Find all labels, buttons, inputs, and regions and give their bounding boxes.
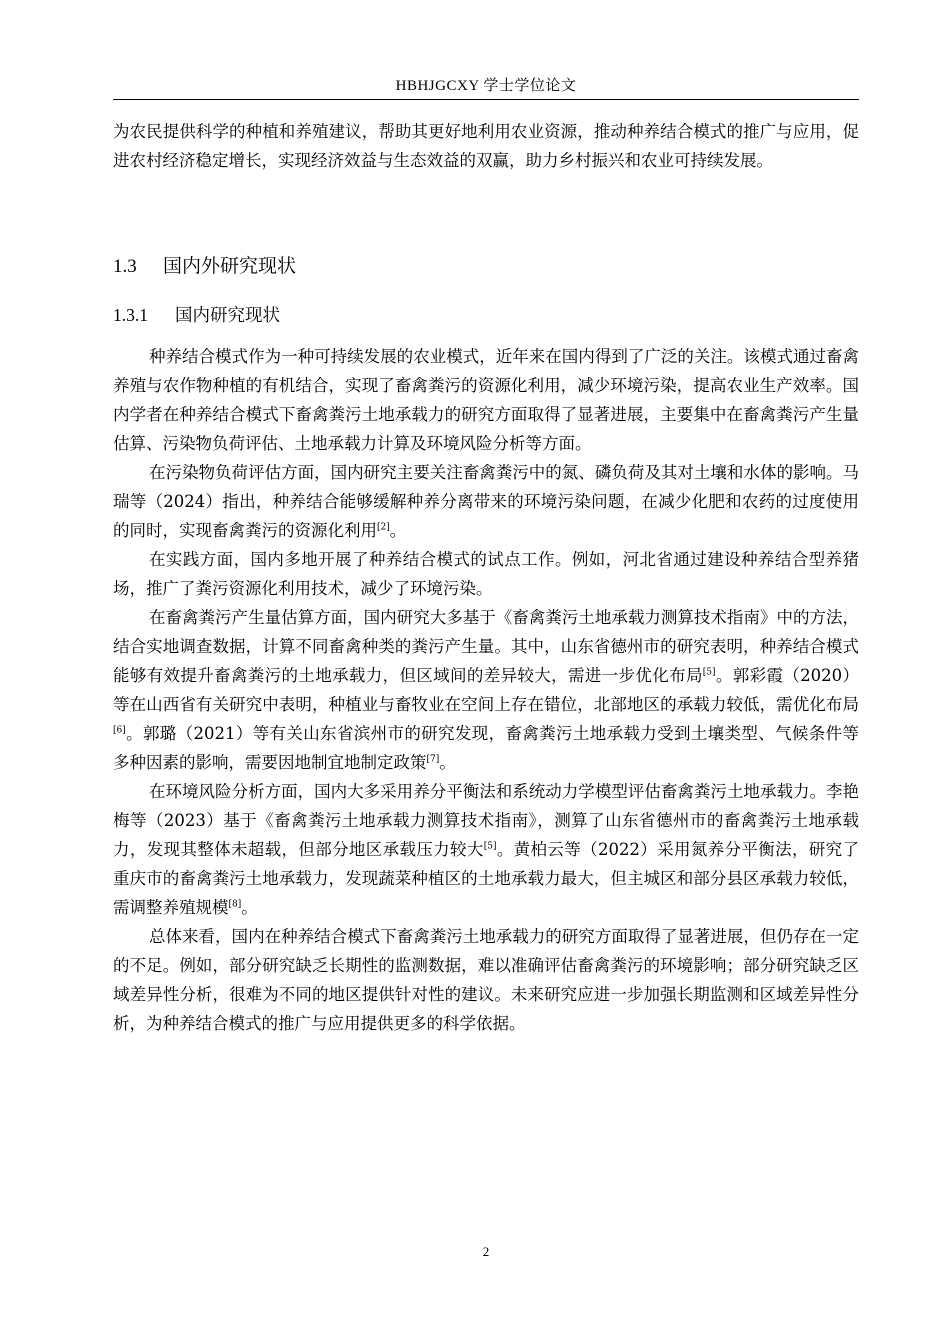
body-paragraph xyxy=(113,603,859,777)
header-divider xyxy=(113,99,859,100)
paragraph-text: 。黄柏云等（2022）采用氮养分平衡法，研究了重庆市的畜禽粪污土地承载力，发现蔬菜种植区的土地承载力最大，但主城区和部分县区承载力较低，需调整养殖规模 xyxy=(113,840,859,917)
citation: [8] xyxy=(228,899,242,910)
citation: [6] xyxy=(113,725,126,736)
running-header: HBHJGCXY 学士学位论文 xyxy=(395,78,577,94)
citation: [2] xyxy=(377,522,390,533)
body-paragraph xyxy=(113,458,859,545)
section-title: 国内外研究现状 xyxy=(163,255,297,277)
paragraph-text: 。郭彩霞（2020）等在山西省有关研究中表明，种植业与畜牧业在空间上存在错位，北部地区的承载力较低，需优化布局 xyxy=(113,666,859,714)
body-paragraph: 在实践方面，国内多地开展了种养结合模式的试点工作。例如，河北省通过建设种养结合型养猪场，推广了粪污资源化利用技术，减少了环境污染。 xyxy=(113,550,859,598)
body-paragraph: 总体来看，国内在种养结合模式下畜禽粪污土地承载力的研究方面取得了显著进展，但仍存在一定的不足。例如，部分研究缺乏长期性的监测数据，难以准确评估畜禽粪污的环境影响；部分研究缺乏区域差异性分析，很难为不同的地区提供针对性的建议。未来研究应进一步加强长期监测和区域差异性分析，为种养结合模式的推广与应用提供更多的科学依据。 xyxy=(113,927,859,1033)
subsection-title: 国内研究现状 xyxy=(175,306,280,326)
body-section xyxy=(113,342,859,1038)
citation: [5] xyxy=(702,667,716,678)
paragraph-text: 。郭璐（2021）等有关山东省滨州市的研究发现，畜禽粪污土地承载力受到土壤类型、气候条件等多种因素的影响，需要因地制宜地制定政策 xyxy=(113,724,859,772)
subsection-number: 1.3.1 xyxy=(113,305,148,325)
paragraph-text: 。 xyxy=(241,898,258,917)
paragraph-text: 。 xyxy=(439,753,456,772)
intro-paragraph-block xyxy=(113,117,859,175)
citation: [5] xyxy=(483,841,497,852)
section-heading xyxy=(113,253,296,280)
body-paragraph: 种养结合模式作为一种可持续发展的农业模式，近年来在国内得到了广泛的关注。该模式通过畜禽养殖与农作物种植的有机结合，实现了畜禽粪污的资源化利用，减少环境污染，提高农业生产效率。国内学者在种养结合模式下畜禽粪污土地承载力的研究方面取得了显著进展，主要集中在畜禽粪污产生量估算、污染物负荷评估、土地承载力计算及环境风险分析等方面。 xyxy=(113,347,859,453)
paragraph-text: 在污染物负荷评估方面，国内研究主要关注畜禽粪污中的氮、磷负荷及其对土壤和水体的影响。马瑞等（2024）指出，种养结合能够缓解种养分离带来的环境污染问题，在减少化肥和农药的过度使用的同时，实现畜禽粪污的资源化利用 xyxy=(113,463,859,540)
citation: [7] xyxy=(426,754,440,765)
paragraph-text: 。 xyxy=(389,521,407,540)
intro-paragraph: 为农民提供科学的种植和养殖建议，帮助其更好地利用农业资源，推动种养结合模式的推广与应用，促进农村经济稳定增长，实现经济效益与生态效益的双赢，助力乡村振兴和农业可持续发展。 xyxy=(113,122,859,170)
body-paragraph xyxy=(113,777,859,922)
paragraph-text: 在畜禽粪污产生量估算方面，国内研究大多基于《畜禽粪污土地承载力测算技术指南》中的方法，结合实地调查数据，计算不同畜禽种类的粪污产生量。其中，山东省德州市的研究表明，种养结合模式能够有效提升畜禽粪污的土地承载力，但区域间的差异较大，需进一步优化布局 xyxy=(113,608,859,685)
section-number: 1.3 xyxy=(113,256,137,277)
paragraph-text: 在环境风险分析方面，国内大多采用养分平衡法和系统动力学模型评估畜禽粪污土地承载力。李艳梅等（2023）基于《畜禽粪污土地承载力测算技术指南》，测算了山东省德州市的畜禽粪污土地承载力，发现其整体未超载，但部分地区承载压力较大 xyxy=(113,782,859,859)
page-number: 2 xyxy=(482,1244,490,1259)
subsection-heading xyxy=(113,303,280,328)
